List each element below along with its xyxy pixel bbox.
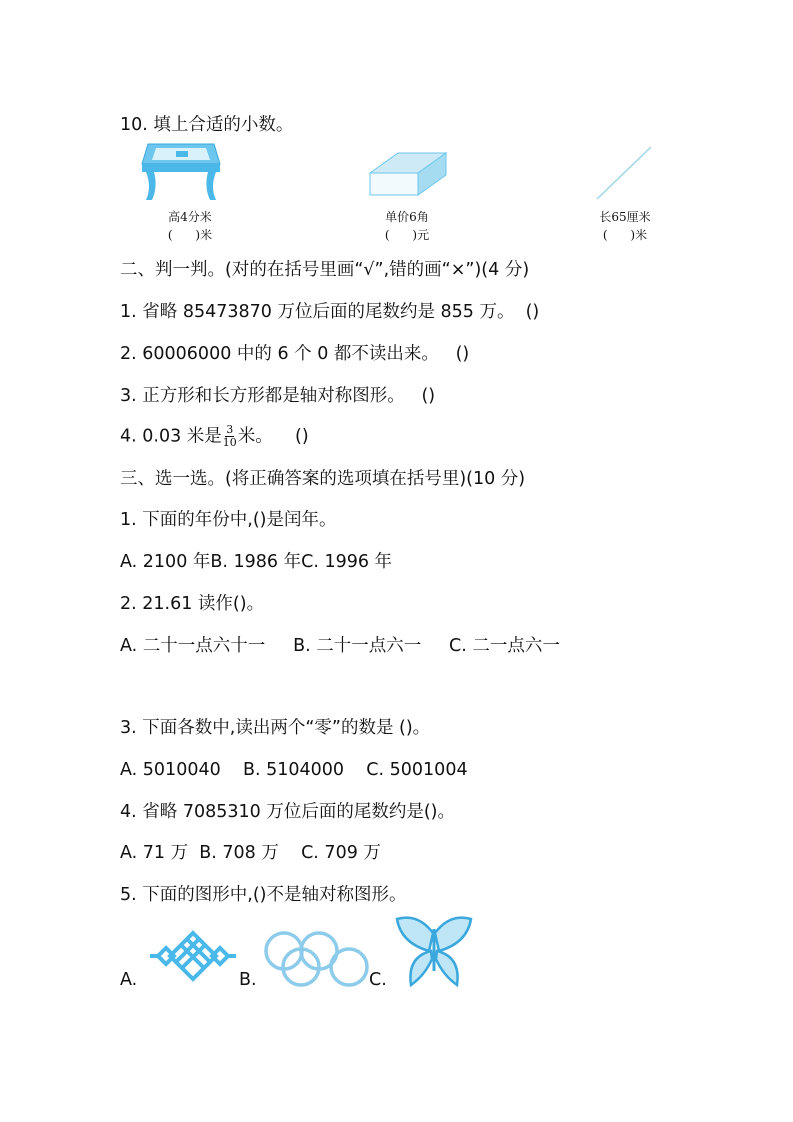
sec3-q3-options: A. 5010040 B. 5104000 C. 5001004 [120,760,468,780]
fraction: $\frac{3}{10}$ [222,423,237,449]
sec3-q1-options: A. 2100 年B. 1986 年C. 1996 年 [120,552,393,572]
table-label: 高4分米 [168,210,212,224]
eraser-blank: ( )元 [384,228,430,242]
sec3-q2-options: A. 二十一点六十一 B. 二十一点六一 C. 二一点六一 [120,636,560,656]
line-segment-image [595,145,653,201]
sec2-title: 二、判一判。(对的在括号里画“√”,错的画“×”)(4 分) [120,260,530,280]
table-blank: ( )米 [167,228,213,242]
sec3-q5: 5. 下面的图形中,()不是轴对称图形。 [120,885,407,905]
sec3-q1: 1. 下面的年份中,()是闰年。 [120,510,337,530]
line-label: 长65厘米 [599,210,651,224]
sec3-q4: 4. 省略 7085310 万位后面的尾数约是()。 [120,802,455,822]
sec3-title: 三、选一选。(将正确答案的选项填在括号里)(10 分) [120,469,526,489]
butterfly-image [393,913,475,988]
option-a-label: A. [120,970,138,990]
option-b-label: B. [239,970,257,990]
eraser-image [368,145,448,200]
olympic-rings-image [263,930,373,988]
sec3-q3: 3. 下面各数中,读出两个“零”的数是 ()。 [120,718,431,738]
sec2-q1: 1. 省略 85473870 万位后面的尾数约是 855 万。 () [120,302,540,322]
option-c-label: C. [369,970,387,990]
table-image [140,142,222,204]
sec3-q4-options: A. 71 万 B. 708 万 C. 709 万 [120,843,381,863]
sec3-q2: 2. 21.61 读作()。 [120,594,265,614]
line-blank: ( )米 [602,228,648,242]
chinese-knot-image [148,930,238,982]
q10-title: 10. 填上合适的小数。 [120,115,294,135]
sec2-q3: 3. 正方形和长方形都是轴对称图形。 () [120,386,436,406]
sec2-q2: 2. 60006000 中的 6 个 0 都不读出来。 () [120,344,470,364]
sec2-q4: 4. 0.03 米是 $\frac{3}{10}$ 米。 () [120,423,309,449]
eraser-label: 单价6角 [385,210,429,224]
